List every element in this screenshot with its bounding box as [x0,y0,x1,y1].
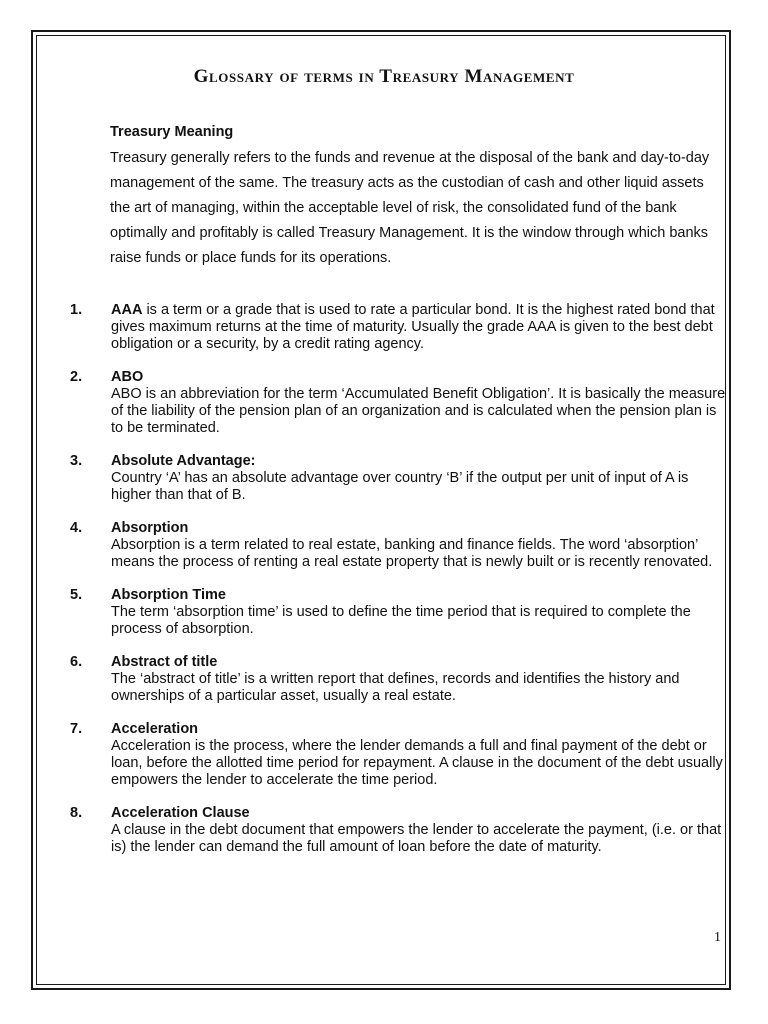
glossary-entry [70,369,730,437]
glossary-list [70,302,730,872]
entry-term: AAA [111,302,143,318]
entry-definition: The term ‘absorption time’ is used to define the time period that is required to complete the process of absorption. [111,604,691,637]
entry-definition: Acceleration is the process, where the lender demands a full and final payment of the debt or loan, before the allotted time period for repayment. A clause in the document of the debt usually empowers the lender to accelerate the time period. [111,738,723,788]
glossary-entry [70,721,730,789]
entry-number: 7. [70,721,83,737]
entry-term: Absolute Advantage: [111,453,256,469]
entry-term: Absorption Time [111,587,226,603]
entry-definition: ABO is an abbreviation for the term ‘Accumulated Benefit Obligation’. It is basically the measure of the liability of the pension plan of an organization and is calculated when the pension plan is to be terminated. [111,386,726,436]
intro-body: Treasury generally refers to the funds and revenue at the disposal of the bank and day-to-day management of the same. The treasury acts as the custodian of cash and other liquid assets the art of managing, within the acceptable level of risk, the consolidated fund of the bank optimally and profitably is called Treasury Management. It is the window through which banks raise funds or place funds for its operations. [110,150,710,266]
intro-heading: Treasury Meaning [110,124,234,140]
glossary-entry [70,654,730,705]
entry-number: 5. [70,587,83,603]
glossary-entry [70,453,730,504]
glossary-entry [70,587,730,638]
glossary-entry [70,302,730,353]
entry-body [111,302,730,353]
glossary-entry [70,805,730,856]
entry-definition: The ‘abstract of title’ is a written report that defines, records and identifies the history and ownerships of a particular asset, usually a real estate. [111,671,680,704]
page-number: 1 [714,930,721,945]
entry-number: 3. [70,453,83,469]
entry-number: 2. [70,369,83,385]
page-title: Glossary of terms in Treasury Management [193,66,575,87]
entry-definition: Absorption is a term related to real estate, banking and finance fields. The word ‘absorption’ means the process of renting a real estate property that is newly built or is recently renovated. [111,537,713,570]
entry-number: 1. [70,302,83,318]
entry-term: Abstract of title [111,654,218,670]
glossary-entry [70,520,730,571]
entry-definition: Country ‘A’ has an absolute advantage over country ‘B’ if the output per unit of input of A is higher than that of B. [111,470,689,503]
entry-term: ABO [111,369,144,385]
entry-term: Absorption [111,520,189,536]
entry-number: 8. [70,805,83,821]
entry-term: Acceleration [111,721,199,737]
entry-definition: is a term or a grade that is used to rate a particular bond. It is the highest rated bond that gives maximum returns at the time of maturity. Usually the grade AAA is given to the best debt obligation or a security, by a credit rating agency. [111,302,715,352]
entry-definition: A clause in the debt document that empowers the lender to accelerate the payment, (i.e. or that is) the lender can demand the full amount of loan before the date of maturity. [111,822,722,855]
entry-number: 4. [70,520,83,536]
entry-term: Acceleration Clause [111,805,250,821]
intro-section [110,124,720,271]
entry-number: 6. [70,654,83,670]
